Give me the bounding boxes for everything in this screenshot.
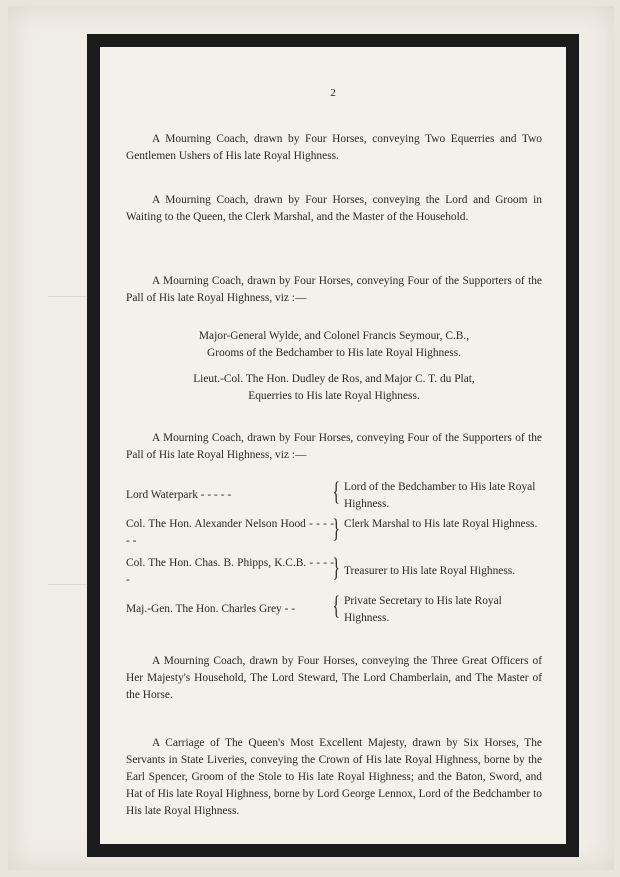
page-number: 2 [330, 87, 336, 99]
supporter-row [126, 516, 542, 550]
supporter-name: Maj.-Gen. The Hon. Charles Grey - - [126, 603, 296, 615]
paragraph-equerries: A Mourning Coach, drawn by Four Horses, conveying Two Equerries and Two Gentlemen Ushers of His late Royal Highness. [126, 133, 542, 162]
equerries-line-2: Equerries to His late Royal Highness. [248, 390, 420, 402]
paragraph-supporters-2: A Mourning Coach, drawn by Four Horses, conveying Four of the Supporters of the Pall of His late Royal Highness, viz :— [126, 432, 542, 461]
mourning-border [87, 34, 579, 857]
document-body [100, 47, 566, 844]
supporter-role: Treasurer to His late Royal Highness. [344, 565, 516, 577]
supporter-row [126, 479, 542, 513]
brace-icon: { [332, 477, 340, 506]
equerries-entry [126, 371, 542, 405]
paragraph-supporters-1: A Mourning Coach, drawn by Four Horses, conveying Four of the Supporters of the Pall of His late Royal Highness, viz :— [126, 275, 542, 304]
supporter-role: Private Secretary to His late Royal Highness. [344, 595, 502, 624]
supporter-role: Lord of the Bedchamber to His late Royal Highness. [344, 481, 536, 510]
grooms-line-1: Major-General Wylde, and Colonel Francis Seymour, C.B., [198, 330, 470, 342]
paragraph-queens-carriage: A Carriage of The Queen's Most Excellent Majesty, drawn by Six Horses, The Servants in State Liveries, conveying the Crown of His late Royal Highness, borne by the Earl Spencer, Groom of the Stole to His late Royal Highness; and the Baton, Sword, and Hat of His late Royal Highness, borne by Lord George Lennox, Lord of the Bedchamber to His late Royal Highness. [126, 737, 542, 817]
grooms-entry [126, 328, 542, 362]
supporter-name: Col. The Hon. Chas. B. Phipps, K.C.B. - - - - - [126, 557, 334, 586]
paragraph-lord-groom: A Mourning Coach, drawn by Four Horses, conveying the Lord and Groom in Waiting to the Queen, the Clerk Marshal, and the Master of the Household. [126, 194, 542, 223]
paragraph-great-officers: A Mourning Coach, drawn by Four Horses, conveying the Three Great Officers of Her Majesty's Household, The Lord Steward, The Lord Chamberlain, and The Master of the Horse. [126, 655, 542, 701]
brace-icon: { [332, 591, 340, 620]
equerries-line-1: Lieut.-Col. The Hon. Dudley de Ros, and Major C. T. du Plat, [193, 373, 475, 385]
supporter-row [126, 555, 542, 589]
supporter-row [126, 593, 542, 627]
grooms-line-2: Grooms of the Bedchamber to His late Royal Highness. [206, 347, 462, 359]
supporter-role: Clerk Marshal to His late Royal Highness. [344, 518, 538, 530]
supporter-name: Col. The Hon. Alexander Nelson Hood - - - - - - [126, 518, 334, 547]
brace-icon: } [332, 553, 340, 582]
supporter-name: Lord Waterpark - - - - - [126, 489, 232, 501]
brace-icon: } [332, 514, 340, 543]
